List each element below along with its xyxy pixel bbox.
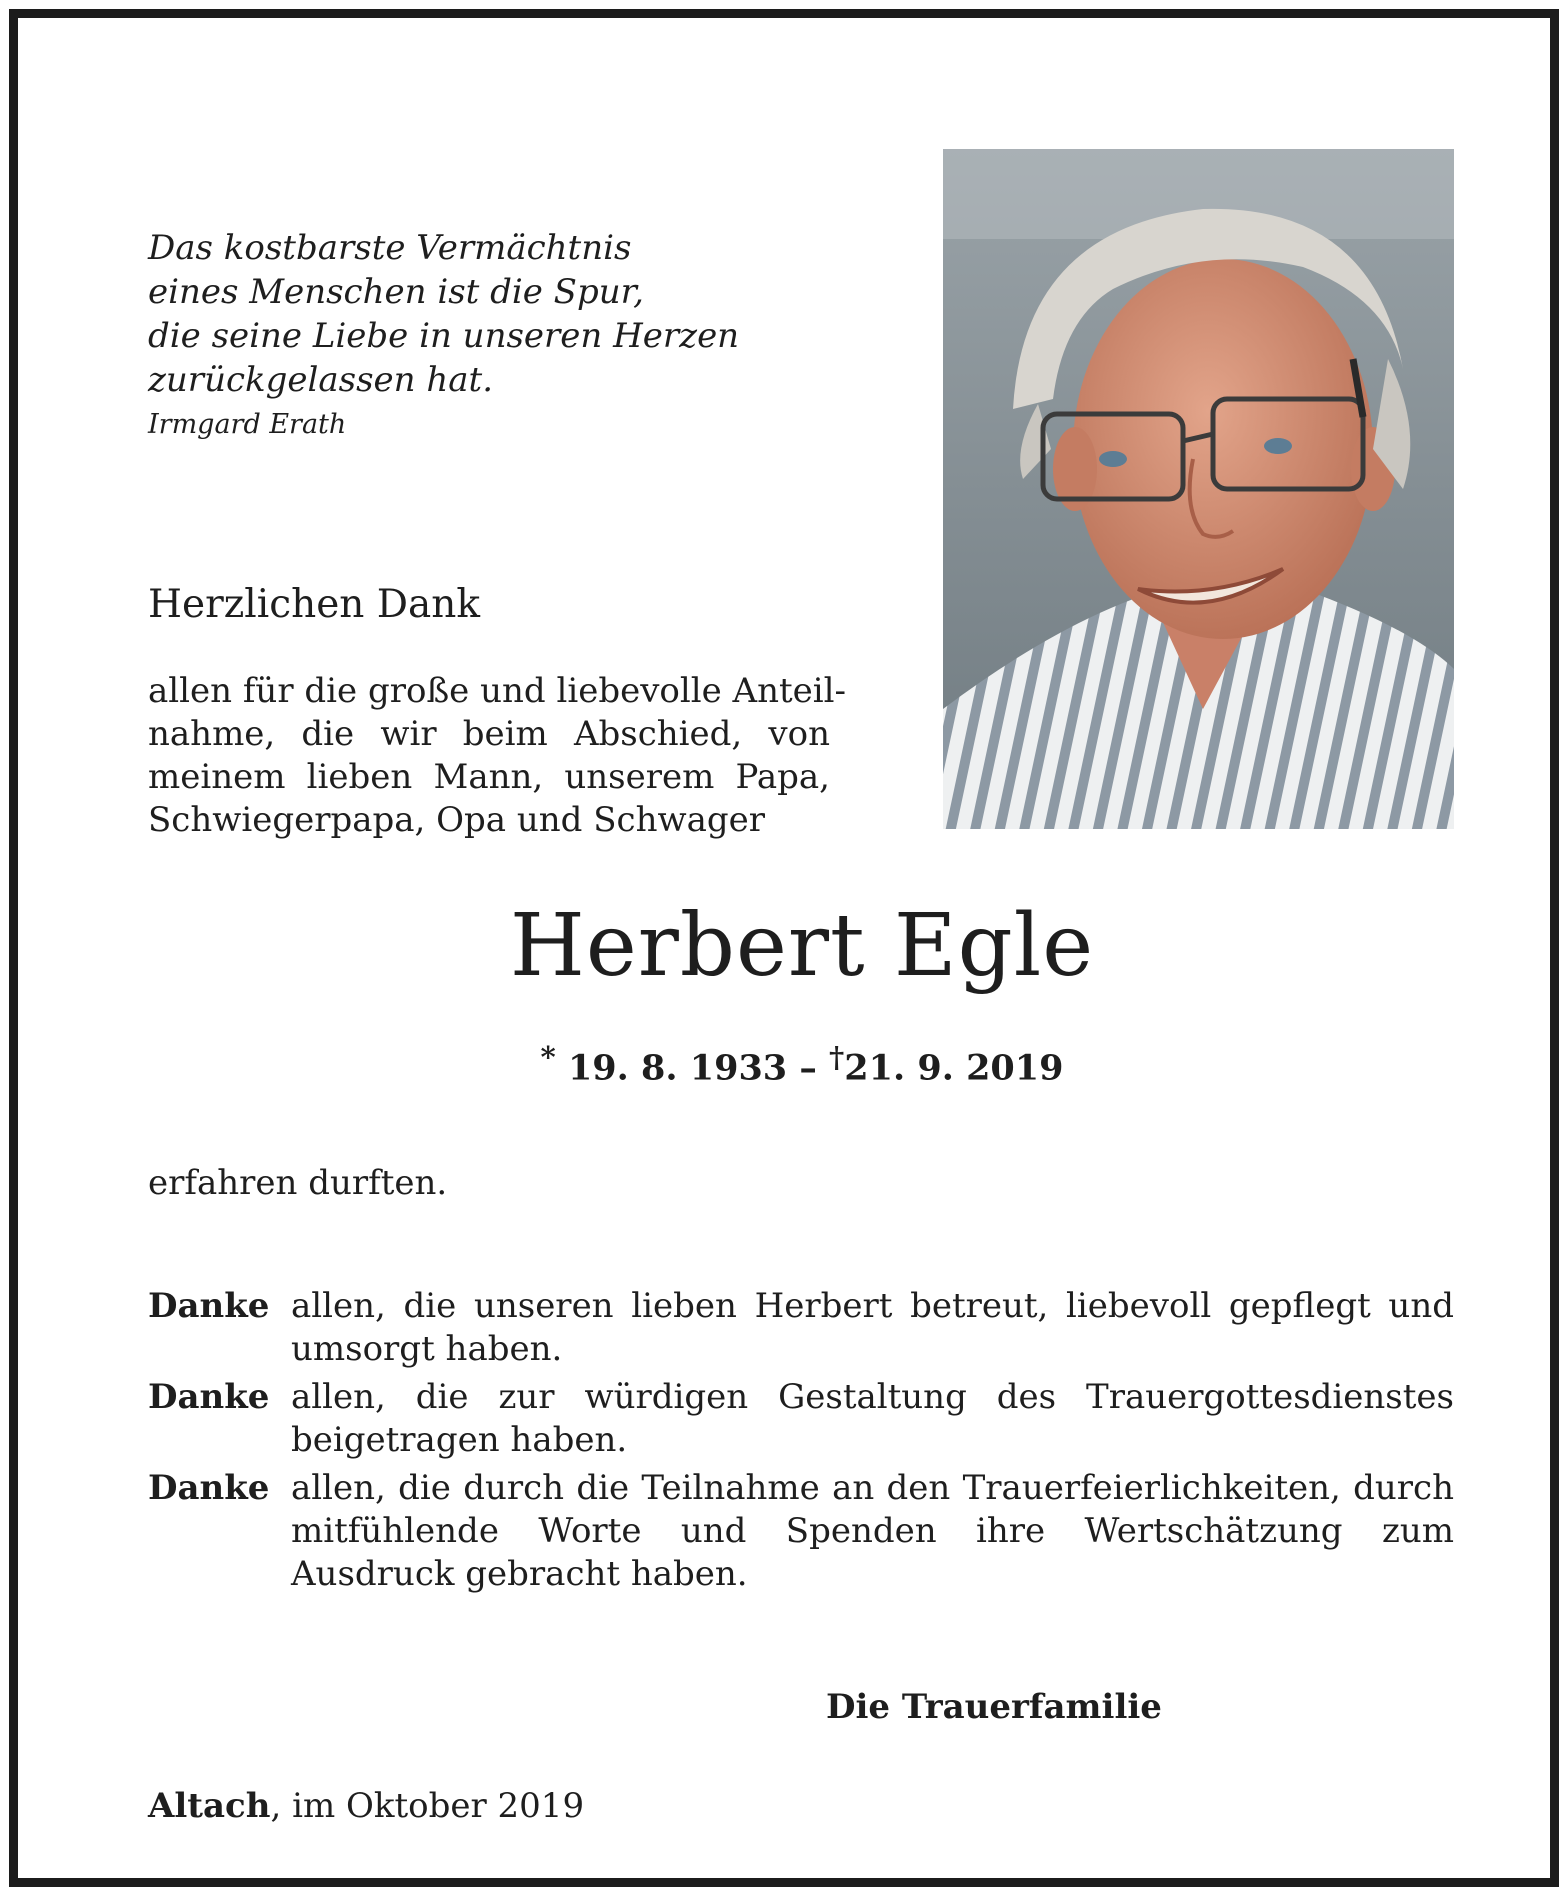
quote-line-4: zurückgelassen hat. (148, 360, 493, 400)
birth-date: 19. 8. 1933 (567, 1047, 788, 1089)
death-date: 21. 9. 2019 (844, 1047, 1064, 1089)
memorial-quote (148, 226, 798, 402)
intro-paragraph (148, 670, 847, 842)
thanks-item (148, 1376, 1454, 1462)
thanks-label: Danke (148, 1286, 270, 1326)
thanks-label: Danke (148, 1468, 270, 1508)
family-signature: Die Trauerfamilie (826, 1687, 1162, 1727)
thanks-item (148, 1467, 1454, 1596)
thanks-list (148, 1285, 1454, 1601)
thanks-text: allen, die durch die Teilnahme an den Trauerfeierlichkeiten, durch mitfühlende Worte und Spenden ihre Wertschätzung zum Ausdruck gebracht haben. (291, 1468, 1454, 1594)
obituary-notice (9, 9, 1559, 1887)
date-separator: – (799, 1047, 817, 1089)
place-date: , im Oktober 2019 (270, 1786, 585, 1826)
thanks-text: allen, die zur würdigen Gestaltung des Trauergottesdienstes beigetragen haben. (291, 1377, 1454, 1460)
intro-line-4: Schwiegerpapa, Opa und Schwager (148, 800, 765, 840)
thanks-heading: Herzlichen Dank (148, 582, 481, 627)
intro-line-2: nahme, die wir beim Abschied, von (148, 714, 830, 754)
quote-author: Irmgard Erath (148, 409, 347, 440)
death-symbol: † (829, 1040, 845, 1074)
place-town: Altach (148, 1786, 271, 1826)
quote-line-2: eines Menschen ist die Spur, (148, 272, 644, 312)
closing-line: erfahren durften. (148, 1163, 448, 1203)
life-dates (18, 1034, 1568, 1092)
place-and-date (148, 1784, 584, 1828)
thanks-text: allen, die unseren lieben Herbert betreut, liebevoll gepflegt und umsorgt haben. (291, 1286, 1454, 1369)
portrait-photo (943, 149, 1454, 829)
intro-line-1: allen für die große und liebevolle Anteil- (148, 671, 847, 711)
thanks-item (148, 1285, 1454, 1371)
birth-symbol: * (540, 1040, 556, 1074)
intro-line-3: meinem lieben Mann, unserem Papa, (148, 757, 830, 797)
quote-line-3: die seine Liebe in unseren Herzen (148, 316, 740, 356)
deceased-name: Herbert Egle (509, 896, 1095, 996)
thanks-label: Danke (148, 1377, 270, 1417)
quote-line-1: Das kostbarste Vermächtnis (148, 228, 632, 268)
